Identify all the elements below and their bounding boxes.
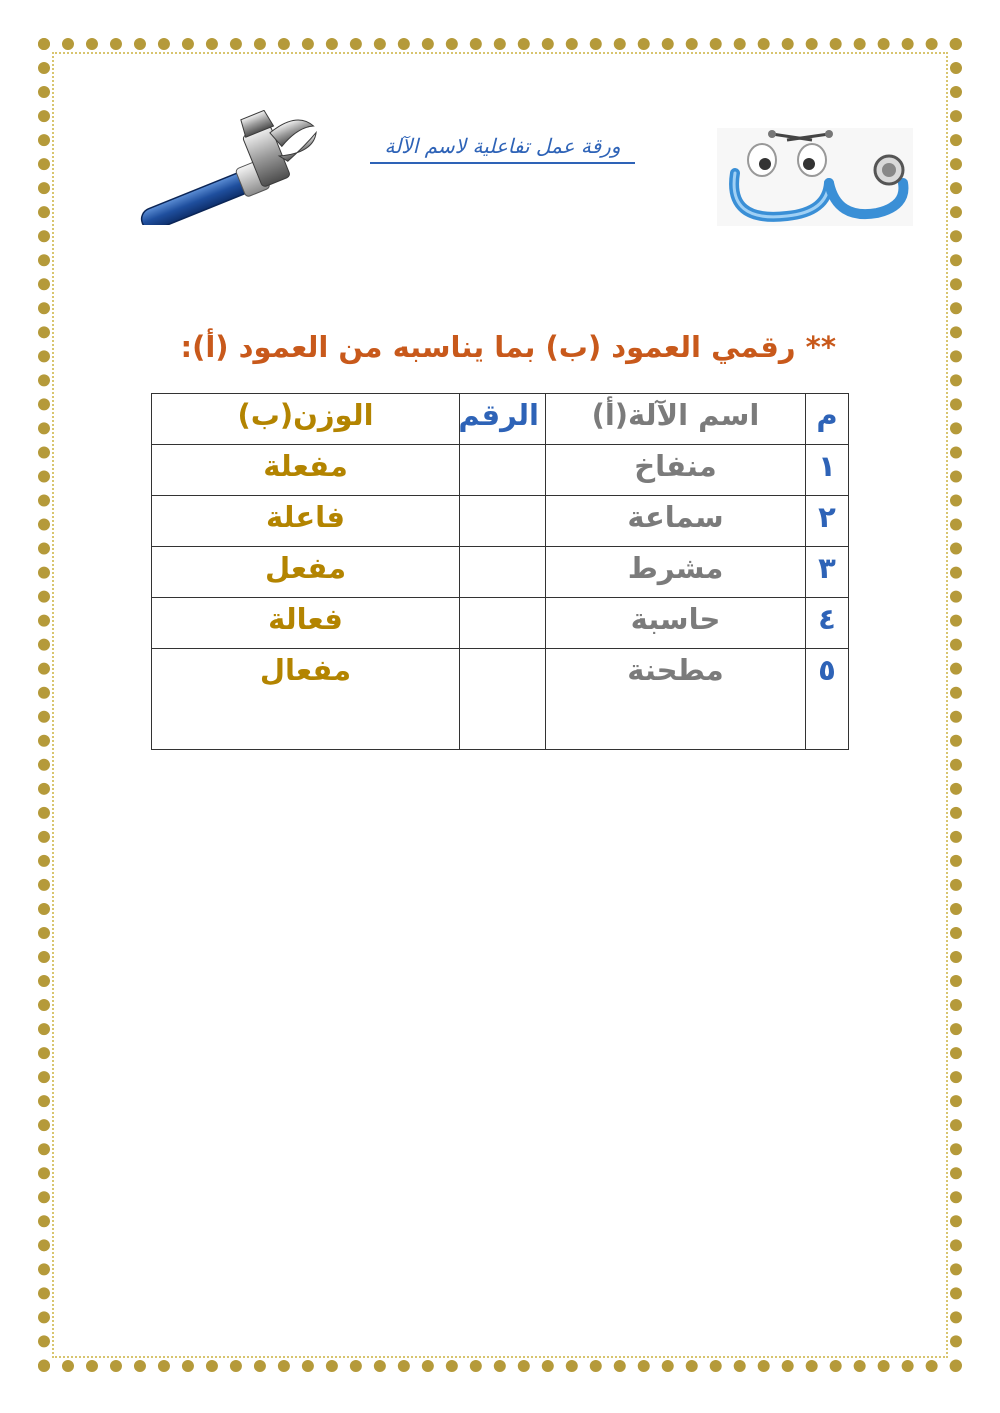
tool-name: سماعة	[546, 496, 806, 547]
table-row	[152, 445, 849, 496]
tool-name: منفاخ	[546, 445, 806, 496]
answer-cell[interactable]	[460, 445, 546, 496]
header-number: الرقم	[460, 394, 546, 445]
stethoscope-icon	[717, 128, 913, 226]
tool-name: حاسبة	[546, 598, 806, 649]
answer-cell[interactable]	[460, 649, 546, 750]
matching-table	[151, 393, 849, 750]
table-row	[152, 598, 849, 649]
weight-pattern: فعالة	[152, 598, 460, 649]
header-index: م	[806, 394, 849, 445]
row-index: ٥	[806, 649, 849, 750]
header-weight: الوزن(ب)	[152, 394, 460, 445]
answer-cell[interactable]	[460, 547, 546, 598]
weight-pattern: مفعال	[152, 649, 460, 750]
worksheet-title: ورقة عمل تفاعلية لاسم الآلة	[370, 134, 635, 164]
tool-name: مشرط	[546, 547, 806, 598]
weight-pattern: مفعل	[152, 547, 460, 598]
hammer-icon	[108, 110, 328, 225]
weight-pattern: مفعلة	[152, 445, 460, 496]
table-row	[152, 547, 849, 598]
row-index: ٢	[806, 496, 849, 547]
header-tool-name: اسم الآلة(أ)	[546, 394, 806, 445]
weight-pattern: فاعلة	[152, 496, 460, 547]
table-row	[152, 649, 849, 750]
answer-cell[interactable]	[460, 598, 546, 649]
row-index: ٣	[806, 547, 849, 598]
table-header-row	[152, 394, 849, 445]
row-index: ٤	[806, 598, 849, 649]
row-index: ١	[806, 445, 849, 496]
table-row	[152, 496, 849, 547]
answer-cell[interactable]	[460, 496, 546, 547]
tool-name: مطحنة	[546, 649, 806, 750]
instruction-text: ** رقمي العمود (ب) بما يناسبه من العمود (أ):	[180, 330, 836, 364]
